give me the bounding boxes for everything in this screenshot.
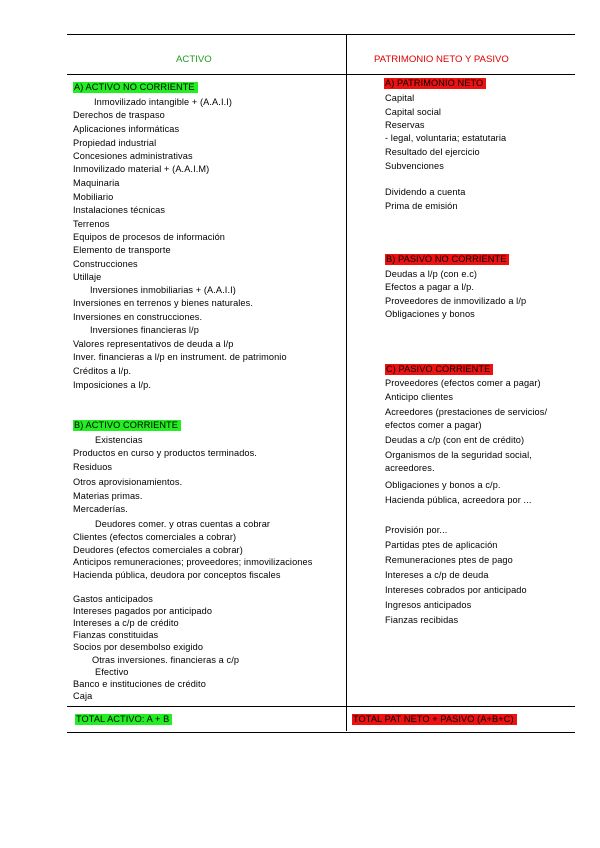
list-item: Dividendo a cuenta bbox=[385, 187, 466, 197]
list-item: Reservas bbox=[385, 120, 425, 130]
list-item: Capital bbox=[385, 93, 415, 103]
list-item: Equipos de procesos de información bbox=[73, 232, 226, 242]
list-item: Efectivo bbox=[95, 667, 129, 677]
list-item: Intereses a c/p de deuda bbox=[385, 570, 489, 580]
list-item: - legal, voluntaria; estatutaria bbox=[385, 133, 507, 143]
list-item: Aplicaciones informáticas bbox=[73, 124, 180, 134]
list-item: Instalaciones técnicas bbox=[73, 205, 166, 215]
list-item: Subvenciones bbox=[385, 161, 444, 171]
list-item: Mercaderías. bbox=[73, 504, 128, 514]
list-item: Obligaciones y bonos bbox=[385, 309, 475, 319]
list-item: Capital social bbox=[385, 107, 442, 117]
list-item: Construcciones bbox=[73, 259, 138, 269]
list-item: Provisión por... bbox=[385, 525, 448, 535]
list-item: Materias primas. bbox=[73, 491, 143, 501]
list-item: Propiedad industrial bbox=[73, 138, 157, 148]
list-item: Fianzas recibidas bbox=[385, 615, 459, 625]
patrimonio-neto-title: A) PATRIMONIO NETO bbox=[384, 78, 486, 89]
list-item: Proveedores de inmovilizado a l/p bbox=[385, 296, 527, 306]
list-item: Ingresos anticipados bbox=[385, 600, 472, 610]
list-item: Intereses a c/p de crédito bbox=[73, 618, 179, 628]
list-item: Fianzas constituidas bbox=[73, 630, 159, 640]
list-item: Prima de emisión bbox=[385, 201, 458, 211]
list-item: Otras inversiones. financieras a c/p bbox=[92, 655, 240, 665]
activo-header: ACTIVO bbox=[176, 54, 212, 65]
list-item: Intereses cobrados por anticipado bbox=[385, 585, 527, 595]
list-item: Caja bbox=[73, 691, 93, 701]
list-item: Efectos a pagar a l/p. bbox=[385, 282, 475, 292]
list-item: Otros aprovisionamientos. bbox=[73, 477, 183, 487]
total-pasivo: TOTAL PAT NETO + PASIVO (A+B+C) bbox=[352, 714, 517, 725]
pasivo-no-corriente-title: B) PASIVO NO CORRIENTE bbox=[385, 254, 509, 265]
list-item: Partidas ptes de aplicación bbox=[385, 540, 498, 550]
pasivo-header: PATRIMONIO NETO Y PASIVO bbox=[374, 54, 509, 65]
list-item: Utillaje bbox=[73, 272, 102, 282]
list-item: Obligaciones y bonos a c/p. bbox=[385, 480, 501, 490]
list-item: Anticipos remuneraciones; proveedores; inmovilizaciones bbox=[73, 557, 313, 567]
list-item: Existencias bbox=[95, 435, 143, 445]
total-divider bbox=[67, 706, 575, 707]
list-item: Inmovilizado material + (A.A.I.M) bbox=[73, 164, 210, 174]
list-item: Maquinaria bbox=[73, 178, 120, 188]
list-item: Productos en curso y productos terminados. bbox=[73, 448, 257, 458]
total-activo: TOTAL ACTIVO: A + B bbox=[75, 714, 172, 725]
list-item: Terrenos bbox=[73, 219, 110, 229]
list-item: Inmovilizado intangible + (A.A.I.I) bbox=[94, 97, 233, 107]
list-item: Derechos de traspaso bbox=[73, 110, 165, 120]
list-item: Inversiones en construcciones. bbox=[73, 312, 203, 322]
list-item: Anticipo clientes bbox=[385, 392, 454, 402]
list-item: Organismos de la seguridad social, bbox=[385, 450, 532, 460]
list-item: Hacienda pública, acreedora por ... bbox=[385, 495, 532, 505]
list-item: Inversiones financieras l/p bbox=[90, 325, 199, 335]
list-item: Inver. financieras a l/p en instrument. de patrimonio bbox=[73, 352, 287, 362]
list-item: Inversiones inmobiliarias + (A.A.I.I) bbox=[90, 285, 236, 295]
list-item: efectos comer a pagar) bbox=[385, 420, 482, 430]
list-item: Intereses pagados por anticipado bbox=[73, 606, 213, 616]
list-item: Deudas a l/p (con e.c) bbox=[385, 269, 478, 279]
header-divider bbox=[67, 74, 575, 75]
activo-corriente-title: B) ACTIVO CORRIENTE bbox=[73, 420, 181, 431]
list-item: Concesiones administrativas bbox=[73, 151, 193, 161]
list-item: acreedores. bbox=[385, 463, 435, 473]
list-item: Inversiones en terrenos y bienes naturales. bbox=[73, 298, 253, 308]
list-item: Remuneraciones ptes de pago bbox=[385, 555, 513, 565]
column-divider bbox=[346, 34, 347, 731]
pasivo-corriente-title: C) PASIVO CORRIENTE bbox=[385, 364, 493, 375]
list-item: Deudas a c/p (con ent de crédito) bbox=[385, 435, 525, 445]
list-item: Elemento de transporte bbox=[73, 245, 171, 255]
list-item: Deudores comer. y otras cuentas a cobrar bbox=[95, 519, 271, 529]
list-item: Clientes (efectos comerciales a cobrar) bbox=[73, 532, 237, 542]
list-item: Resultado del ejercicio bbox=[385, 147, 480, 157]
list-item: Hacienda pública, deudora por conceptos fiscales bbox=[73, 570, 281, 580]
list-item: Mobiliario bbox=[73, 192, 114, 202]
list-item: Proveedores (efectos comer a pagar) bbox=[385, 378, 541, 388]
activo-no-corriente-title: A) ACTIVO NO CORRIENTE bbox=[73, 82, 198, 93]
list-item: Imposiciones a l/p. bbox=[73, 380, 151, 390]
list-item: Acreedores (prestaciones de servicios/ bbox=[385, 407, 548, 417]
list-item: Deudores (efectos comerciales a cobrar) bbox=[73, 545, 243, 555]
list-item: Gastos anticipados bbox=[73, 594, 153, 604]
list-item: Créditos a l/p. bbox=[73, 366, 132, 376]
list-item: Banco e instituciones de crédito bbox=[73, 679, 206, 689]
list-item: Socios por desembolso exigido bbox=[73, 642, 204, 652]
list-item: Residuos bbox=[73, 462, 113, 472]
list-item: Valores representativos de deuda a l/p bbox=[73, 339, 234, 349]
